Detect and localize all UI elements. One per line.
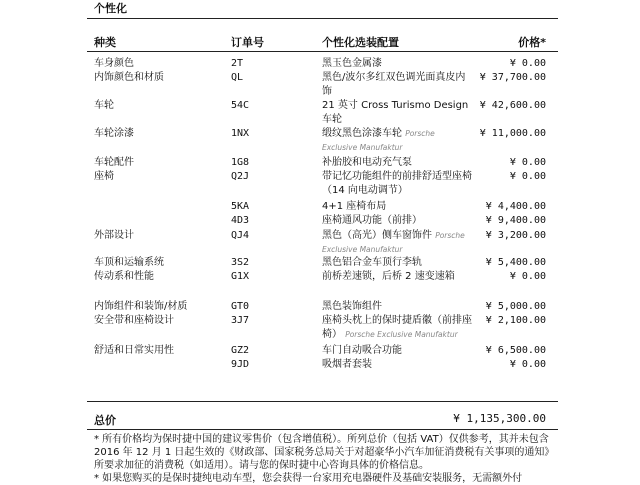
row-code: 5KA [231,201,250,212]
total-divider-bottom [87,429,558,430]
row-code: 3S2 [231,257,250,268]
row-price: ¥ 2,100.00 [485,315,546,326]
header-code: 订单号 [231,36,264,49]
row-option [322,214,472,228]
row-option [322,344,472,358]
row-code: GZ2 [231,345,250,356]
option-text: 前桥差速锁，后桥 2 速变速箱 [322,271,455,282]
header-option: 个性化选装配置 [322,36,399,49]
row-option [322,57,472,71]
option-text: 座椅通风功能（前排） [322,215,422,226]
row-price: ¥ 4,400.00 [485,201,546,212]
header-category: 种类 [94,36,116,49]
row-code: 54C [231,100,250,111]
row-option [322,270,472,284]
row-price: ¥ 6,500.00 [485,345,546,356]
row-price: ¥ 0.00 [509,359,546,370]
header-price: 价格* [518,36,546,49]
row-code: QL [231,72,244,83]
option-text: 缎纹黑色涂漆车轮 [322,128,402,139]
row-option [322,99,472,127]
row-category: 车轮配件 [94,157,134,168]
row-code: GT0 [231,301,250,312]
row-category: 传动系和性能 [94,271,154,282]
row-code: 9JD [231,359,250,370]
row-category: 车顶和运输系统 [94,257,164,268]
row-option [322,256,472,270]
row-option [322,200,472,214]
row-option [322,170,472,198]
row-price: ¥ 0.00 [509,271,546,282]
footnote: * 所有价格均为保时捷中国的建议零售价（包含增值税）。所列总价（包括 VAT）仅供参考，其并未包含 2016 年 12 月 1 日起生效的《财政部、国家税务总局关于对超豪华小汽车加征消费税有关事项的通知》所要求加征的消费税（如适用）。请与您的保时捷中心咨询具体的价格信息。 [94,434,550,471]
row-code: 2T [231,58,244,69]
row-price: ¥ 5,000.00 [485,301,546,312]
row-category: 安全带和座椅设计 [94,315,174,326]
row-category: 内饰颜色和材质 [94,72,164,83]
row-category: 座椅 [94,171,114,182]
row-option [322,156,472,170]
option-text: 黑色铝合金车顶行李轨 [322,257,422,268]
header-divider [87,51,558,52]
footnote: * 如果您购买的是保时捷纯电动车型，您会获得一台家用充电器硬件及基础安装服务，无需额外付 [94,473,523,484]
row-category: 车轮 [94,100,114,111]
section-title: 个性化 [94,2,127,15]
row-code: QJ4 [231,230,250,241]
row-category: 内饰组件和装饰/材质 [94,301,188,312]
row-price: ¥ 3,200.00 [485,230,546,241]
option-text: 4+1 座椅布局 [322,201,387,212]
row-category: 车轮涂漆 [94,128,134,139]
row-price: ¥ 37,700.00 [479,72,546,83]
option-text: 车门自动吸合功能 [322,345,402,356]
row-code: 3J7 [231,315,250,326]
row-option [322,71,472,99]
row-code: 1NX [231,128,250,139]
total-value: ¥ 1,135,300.00 [453,412,546,425]
total-label: 总价 [94,414,116,427]
option-text: 21 英寸 Cross Turismo Design 车轮 [322,100,469,125]
row-code: Q2J [231,171,250,182]
row-category: 外部设计 [94,230,134,241]
row-option [322,127,472,155]
row-category: 舒适和日常实用性 [94,345,174,356]
option-text: 黑玉色金属漆 [322,58,382,69]
row-category: 车身颜色 [94,58,134,69]
top-divider [87,18,558,19]
row-price: ¥ 9,400.00 [485,215,546,226]
row-price: ¥ 5,400.00 [485,257,546,268]
option-text: 黑色装饰组件 [322,301,382,312]
row-price: ¥ 0.00 [509,157,546,168]
option-text: 吸烟者套装 [322,359,372,370]
option-text: 黑色（高光）侧车窗饰件 [322,230,432,241]
exclusive-note: Porsche Exclusive Manufaktur [322,129,435,152]
row-price: ¥ 11,000.00 [479,128,546,139]
option-text: 座椅头枕上的保时捷盾徽（前排座椅） [322,315,472,340]
row-option [322,300,472,314]
row-price: ¥ 0.00 [509,171,546,182]
option-text: 带记忆功能组件的前排舒适型座椅（14 向电动调节） [322,171,472,196]
row-option [322,358,472,372]
footnotes [94,433,554,485]
option-text: 黑色/波尔多红双色调光面真皮内饰 [322,72,466,97]
row-code: 4D3 [231,215,250,226]
row-code: 1G8 [231,157,250,168]
row-price: ¥ 0.00 [509,58,546,69]
option-text: 补胎胶和电动充气泵 [322,157,412,168]
exclusive-note: Porsche Exclusive Manufaktur [345,330,458,339]
row-code: G1X [231,271,250,282]
row-option [322,314,472,342]
row-option [322,229,472,257]
exclusive-note: Porsche Exclusive Manufaktur [322,231,465,254]
total-divider-top [87,401,558,402]
row-price: ¥ 42,600.00 [479,100,546,111]
